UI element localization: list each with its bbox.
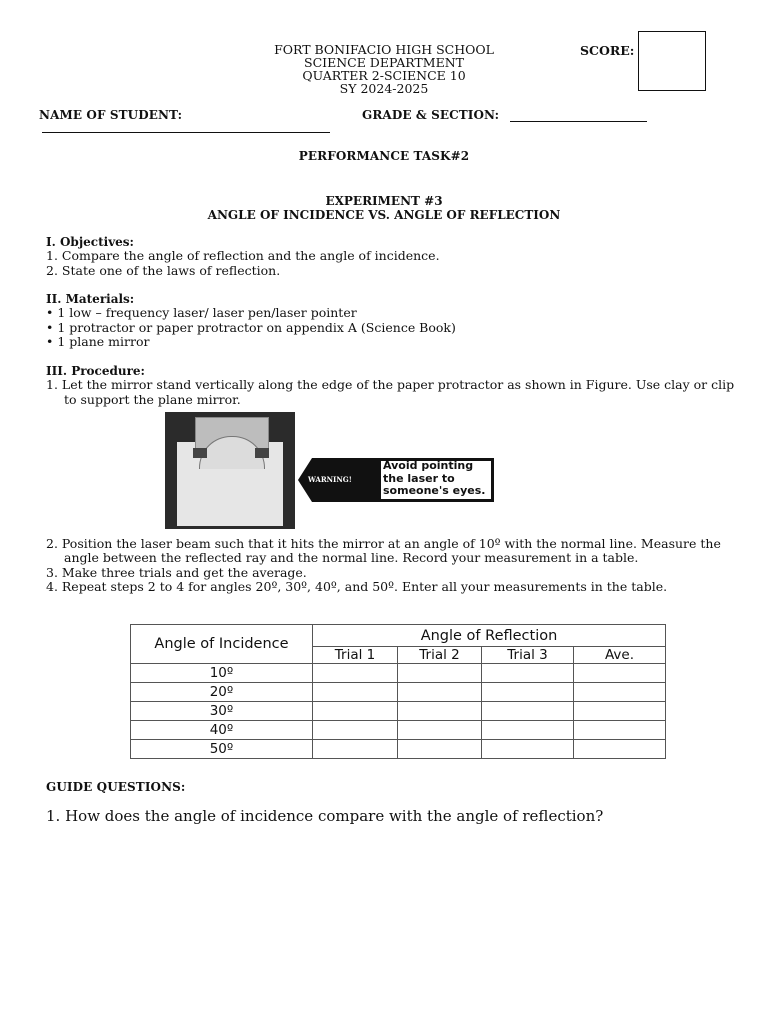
incidence-angle-cell: 10º bbox=[131, 664, 313, 683]
experiment-title: ANGLE OF INCIDENCE VS. ANGLE OF REFLECTION bbox=[207, 208, 561, 222]
procedure-step-3: 3. Make three trials and get the average. bbox=[46, 564, 307, 580]
table-row bbox=[131, 664, 666, 683]
trial-3-cell[interactable] bbox=[482, 683, 574, 702]
table-row bbox=[131, 702, 666, 721]
grade-section-field[interactable] bbox=[510, 121, 647, 122]
header-average: Ave. bbox=[574, 647, 666, 664]
procedure-step-1: 1. Let the mirror stand vertically along the edge of the paper protractor as shown in Figure. Use clay or clip to support the plane mirror. bbox=[46, 377, 735, 407]
material-item: • 1 protractor or paper protractor on appendix A (Science Book) bbox=[46, 319, 456, 335]
warning-line: Avoid pointing bbox=[383, 459, 474, 472]
table-row bbox=[131, 721, 666, 740]
score-box[interactable] bbox=[638, 31, 706, 91]
average-cell[interactable] bbox=[574, 702, 666, 721]
grade-section-label: GRADE & SECTION: bbox=[362, 108, 500, 122]
procedure-step-2: 2. Position the laser beam such that it hits the mirror at an angle of 10º with the normal line. Measure the angle between the reflected ray and the normal line. Record your measurement in a table. bbox=[46, 536, 721, 566]
material-item: • 1 plane mirror bbox=[46, 334, 150, 350]
header-trial-2: Trial 2 bbox=[398, 647, 482, 664]
score-label: SCORE: bbox=[580, 43, 635, 58]
trial-3-cell[interactable] bbox=[482, 702, 574, 721]
materials-section bbox=[46, 292, 456, 350]
objective-item: 1. Compare the angle of reflection and the angle of incidence. bbox=[46, 248, 440, 264]
mirror-protractor-figure bbox=[165, 412, 295, 529]
objectives-section bbox=[46, 235, 440, 278]
trial-3-cell[interactable] bbox=[482, 721, 574, 740]
trial-3-cell[interactable] bbox=[482, 740, 574, 759]
clip-right bbox=[255, 448, 269, 458]
trial-2-cell[interactable] bbox=[398, 721, 482, 740]
trial-2-cell[interactable] bbox=[398, 702, 482, 721]
guide-question-1: 1. How does the angle of incidence compare with the angle of reflection? bbox=[46, 807, 604, 825]
materials-heading: II. Materials: bbox=[46, 292, 135, 306]
incidence-angle-cell: 20º bbox=[131, 683, 313, 702]
trial-2-cell[interactable] bbox=[398, 740, 482, 759]
table-row bbox=[131, 740, 666, 759]
warning-line: the laser to bbox=[383, 471, 455, 485]
guide-questions-heading: GUIDE QUESTIONS: bbox=[46, 780, 186, 794]
trial-1-cell[interactable] bbox=[313, 721, 398, 740]
procedure-steps bbox=[46, 537, 736, 595]
student-name-field[interactable] bbox=[42, 132, 330, 133]
header-trial-3: Trial 3 bbox=[482, 647, 574, 664]
measurement-table bbox=[130, 624, 666, 759]
trial-2-cell[interactable] bbox=[398, 664, 482, 683]
trial-1-cell[interactable] bbox=[313, 664, 398, 683]
procedure-step-4: 4. Repeat steps 2 to 4 for angles 20º, 30º, 40º, and 50º. Enter all your measurements in the table. bbox=[46, 579, 668, 595]
trial-3-cell[interactable] bbox=[482, 664, 574, 683]
name-label: NAME OF STUDENT: bbox=[39, 108, 183, 122]
warning-badge: WARNING! bbox=[308, 475, 352, 484]
incidence-angle-cell: 30º bbox=[131, 702, 313, 721]
procedure-section bbox=[46, 364, 736, 407]
procedure-heading: III. Procedure: bbox=[46, 364, 145, 378]
experiment-heading bbox=[0, 194, 768, 222]
warning-line: someone's eyes. bbox=[383, 484, 486, 497]
experiment-number: EXPERIMENT #3 bbox=[325, 194, 443, 208]
department-name: SCIENCE DEPARTMENT bbox=[304, 55, 464, 70]
warning-text bbox=[383, 460, 485, 498]
trial-1-cell[interactable] bbox=[313, 683, 398, 702]
average-cell[interactable] bbox=[574, 740, 666, 759]
incidence-angle-cell: 50º bbox=[131, 740, 313, 759]
trial-2-cell[interactable] bbox=[398, 683, 482, 702]
trial-1-cell[interactable] bbox=[313, 740, 398, 759]
average-cell[interactable] bbox=[574, 721, 666, 740]
material-item: • 1 low – frequency laser/ laser pen/laser pointer bbox=[46, 305, 357, 321]
average-cell[interactable] bbox=[574, 664, 666, 683]
school-name: FORT BONIFACIO HIGH SCHOOL bbox=[274, 42, 494, 57]
header-angle-of-incidence: Angle of Incidence bbox=[131, 625, 313, 664]
quarter-label: QUARTER 2-SCIENCE 10 bbox=[302, 68, 466, 83]
objectives-heading: I. Objectives: bbox=[46, 235, 134, 249]
clip-left bbox=[193, 448, 207, 458]
task-title: PERFORMANCE TASK#2 bbox=[298, 149, 470, 163]
average-cell[interactable] bbox=[574, 683, 666, 702]
header-angle-of-reflection: Angle of Reflection bbox=[313, 625, 666, 647]
school-year: SY 2024-2025 bbox=[339, 81, 429, 96]
table-row bbox=[131, 683, 666, 702]
incidence-angle-cell: 40º bbox=[131, 721, 313, 740]
header-trial-1: Trial 1 bbox=[313, 647, 398, 664]
objective-item: 2. State one of the laws of reflection. bbox=[46, 262, 281, 278]
trial-1-cell[interactable] bbox=[313, 702, 398, 721]
